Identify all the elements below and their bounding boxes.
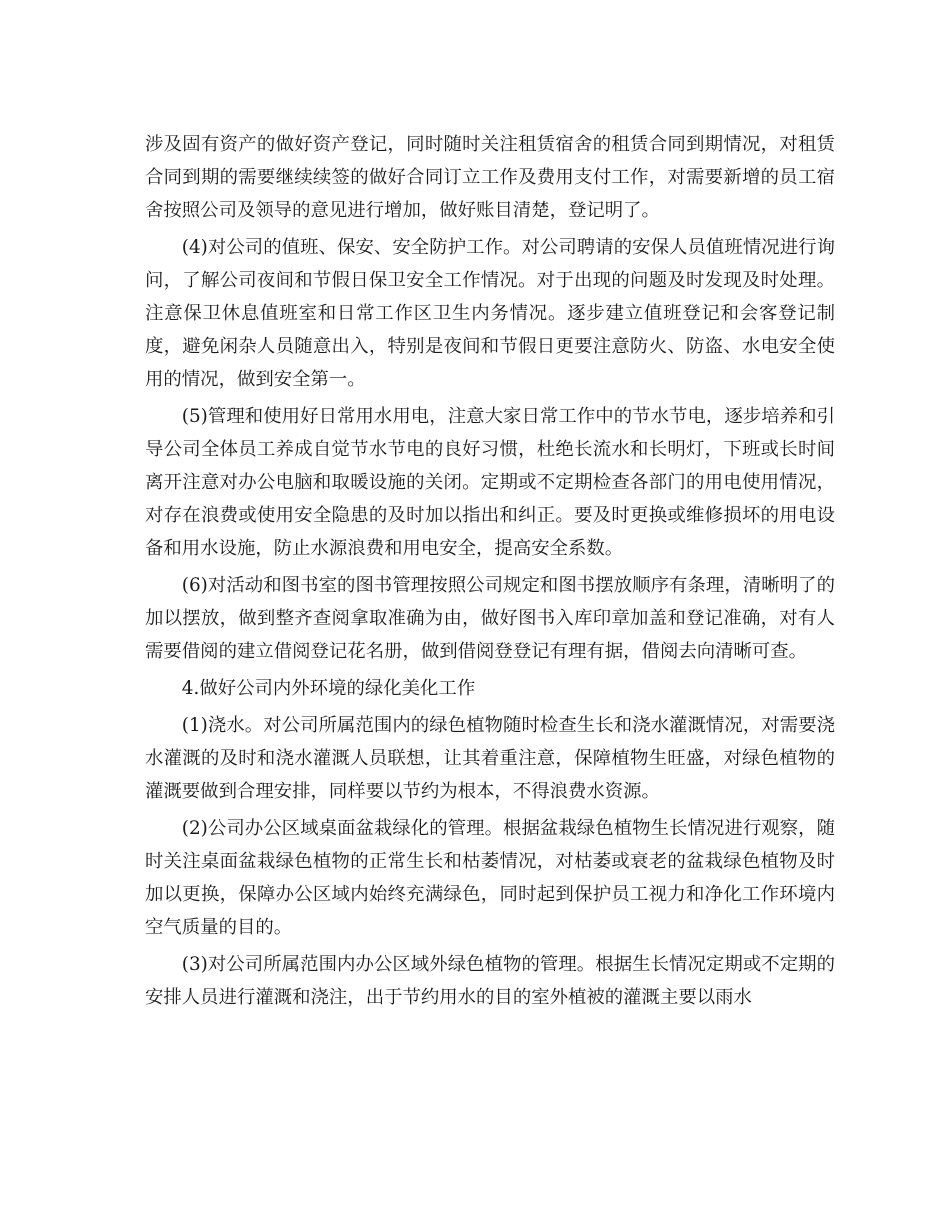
paragraph-duty-security: (4)对公司的值班、保安、安全防护工作。对公司聘请的安保人员值班情况进行询问，了解公司夜间和节假日保卫安全工作情况。对于出现的问题及时发现及时处理。注意保卫休息值班室和日常工作区卫生内务情况。逐步建立值班登记和会客登记制度，避免闲杂人员随意出入，特别是夜间和节假日更要注意防火、防盗、水电安全使用的情况，做到安全第一。	[145, 237, 835, 390]
section-heading-greening: 4.做好公司内外环境的绿化美化工作	[181, 678, 476, 699]
paragraph-outdoor-plants: (3)对公司所属范围内办公区域外绿色植物的管理。根据生长情况定期或不定期的安排人员进行灌溉和浇注，出于节约用水的目的室外植被的灌溉主要以雨水	[145, 954, 835, 1008]
paragraph-watering: (1)浇水。对公司所属范围内的绿色植物随时检查生长和浇水灌溉情况，对需要浇水灌溉的及时和浇水灌溉人员联想，让其着重注意，保障植物生旺盛，对绿色植物的灌溉要做到合理安排，同样要以节约为根本，不得浪费水资源。	[145, 715, 835, 802]
paragraph-continued: 涉及固有资产的做好资产登记，同时随时关注租赁宿舍的租赁合同到期情况，对租赁合同到期的需要继续续签的做好合同订立工作及费用支付工作，对需要新增的员工宿舍按照公司及领导的意见进行增加，做好账目清楚，登记明了。	[145, 134, 835, 221]
paragraph-water-electricity: (5)管理和使用好日常用水用电，注意大家日常工作中的节水节电，逐步培养和引导公司全体员工养成自觉节水节电的良好习惯，杜绝长流水和长明灯，下班或长时间离开注意对办公电脑和取暖设施的关闭。定期或不定期检查各部门的用电使用情况，对存在浪费或使用安全隐患的及时加以指出和纠正。要及时更换或维修损坏的用电设备和用水设施，防止水源浪费和用电安全，提高安全系数。	[145, 406, 835, 559]
paragraph-library: (6)对活动和图书室的图书管理按照公司规定和图书摆放顺序有条理，清晰明了的加以摆放，做到整齐查阅拿取准确为由，做好图书入库印章加盖和登记准确，对有人需要借阅的建立借阅登记花名册，做到借阅登登记有理有据，借阅去向清晰可查。	[145, 575, 835, 662]
paragraph-desk-plants: (2)公司办公区域桌面盆栽绿化的管理。根据盆栽绿色植物生长情况进行观察，随时关注桌面盆栽绿色植物的正常生长和枯萎情况，对枯萎或衰老的盆栽绿色植物及时加以更换，保障办公区域内始终充满绿色，同时起到保护员工视力和净化工作环境内空气质量的目的。	[145, 818, 835, 938]
document-body	[145, 128, 835, 1018]
